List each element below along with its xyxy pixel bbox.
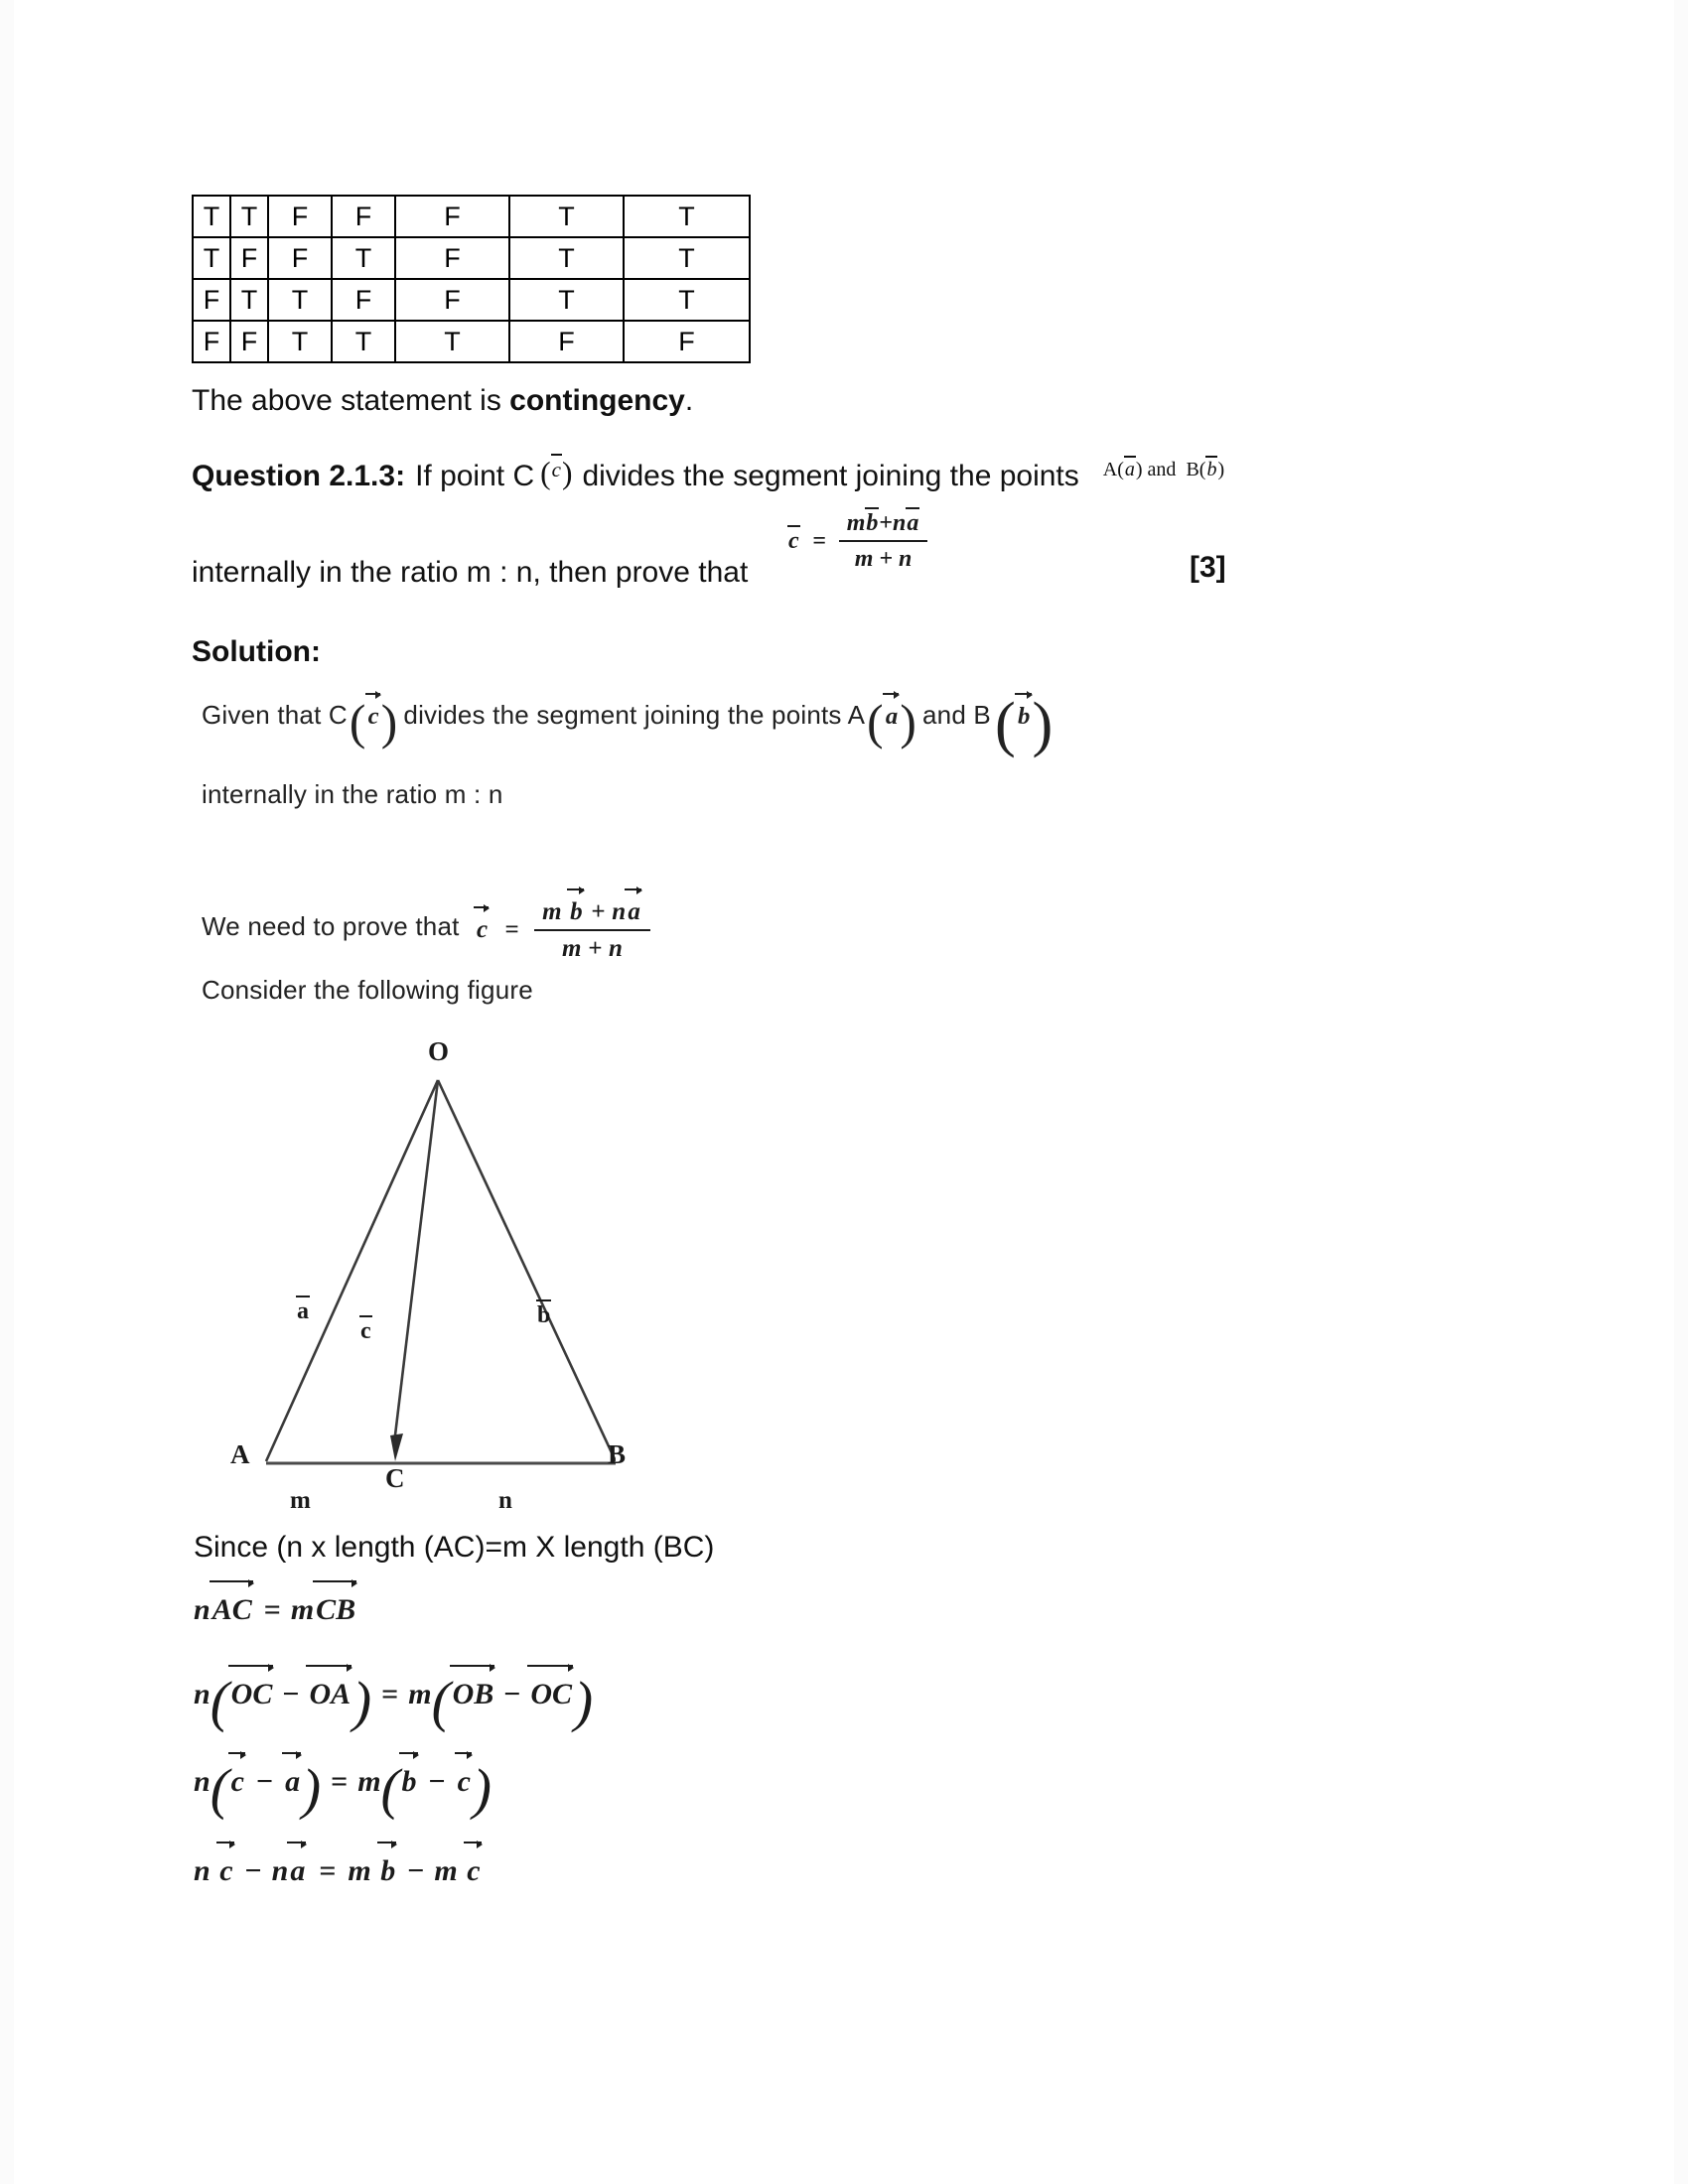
segment-OC [394,1080,438,1443]
paren-open: ( [994,689,1016,758]
num-a: a [907,510,919,536]
step2-lhs-v2: OA [309,1678,352,1710]
edge-label-OC [359,1318,372,1345]
solution-heading: Solution: [192,635,321,668]
page-edge-right [1674,0,1688,2184]
table-cell: T [230,196,268,237]
prove-numerator [534,898,650,931]
edge-label-OB [536,1302,551,1329]
paren-open: ( [349,694,366,750]
step3-lhs-v1: c [230,1765,244,1798]
question-line-2 [192,554,748,592]
formula-denominator: m + n [854,546,913,572]
question-text-3: internally in the ratio m : n, then prove that [192,556,749,589]
table-cell: F [395,237,509,279]
step3-equals: = [331,1765,349,1798]
conclusion-prefix: The above statement is [192,384,510,417]
segment-OA [266,1080,438,1461]
formula-lhs: c [788,527,799,554]
table-cell: T [268,321,332,362]
paren-open: ( [867,694,884,750]
table-cell: F [230,237,268,279]
paren-close: ) [1032,689,1054,758]
prove-line [202,898,650,963]
table-cell: T [509,279,624,321]
step4-minus-2: − [407,1854,425,1887]
step1-equals: = [263,1593,281,1626]
equation-step-3 [194,1758,492,1822]
vector-b: b [1017,703,1031,730]
step4-equals: = [319,1854,337,1887]
table-row [193,237,750,279]
step4-t4-coef: m [434,1854,458,1887]
question-label: Question 2.1.3: [192,460,406,492]
step4-t3-vector: b [380,1854,396,1887]
step4-t1-vector: c [219,1854,233,1887]
step3-lhs-v2: a [285,1765,301,1798]
edge-label-CB: n [498,1487,512,1514]
edge-label-OA [296,1298,310,1325]
step2-lhs-v1: OC [230,1678,273,1710]
conclusion-suffix: . [684,384,694,417]
table-cell: F [230,321,268,362]
table-cell: T [268,279,332,321]
given-line [202,689,1056,758]
table-cell: F [509,321,624,362]
table-cell: T [509,196,624,237]
table-cell: T [624,196,750,237]
edge-label-OB-text: b [537,1302,551,1328]
table-cell: F [268,196,332,237]
vertex-label-C: C [385,1463,405,1493]
step3-rhs-coef: m [357,1765,381,1798]
vertex-label-B: B [608,1439,627,1469]
prove-text: We need to prove that [202,911,460,942]
paren-close: ) [352,1671,372,1734]
table-cell: T [395,321,509,362]
point-a-vector: a [1124,459,1135,480]
paren-close: ) [574,1671,594,1734]
question-text-1: If point C [415,460,535,492]
vector-triangle-figure [149,1023,627,1514]
prove-lhs: c [477,916,489,944]
paren-open: ( [210,1758,229,1822]
vertex-label-O: O [428,1036,450,1066]
figure-caption: Consider the following figure [202,975,533,1005]
num-b: b [866,510,879,536]
step4-t3-coef: m [348,1854,371,1887]
segment-OB [438,1080,616,1461]
point-b-label: B( [1186,459,1206,480]
table-cell: T [193,237,230,279]
paren-open: ( [380,1758,400,1822]
step3-rhs-v1: b [401,1765,417,1798]
step3-rhs-v2: c [457,1765,471,1798]
equation-step-2 [194,1671,594,1734]
table-cell: F [193,279,230,321]
step1-lhs-coef: n [194,1593,211,1626]
given-part-2: divides the segment joining the points A [403,700,866,730]
page-edge-left [0,0,14,2184]
step3-lhs-coef: n [194,1765,211,1798]
table-row [193,196,750,237]
paren-open: ( [431,1671,451,1734]
question-formula [787,510,927,573]
point-a-label: A( [1102,459,1124,480]
given-part-1: Given that C [202,700,348,730]
vertex-label-A: A [230,1439,250,1469]
step2-minus-2: − [503,1678,521,1710]
table-cell: F [332,196,395,237]
question-marks: [3] [1190,551,1226,584]
paren-open: ( [540,455,551,490]
step4-minus-1: − [244,1854,262,1887]
step3-minus: − [256,1765,274,1798]
step1-rhs-coef: m [290,1593,315,1626]
num-b: b [570,898,583,925]
num-n: n [893,510,907,536]
question-text-2: divides the segment joining the points [582,460,1079,492]
table-cell: F [332,279,395,321]
vector-c: c [367,703,379,730]
paren-close: ) [380,694,398,750]
num-n: n [612,898,627,925]
vector-a: a [885,703,899,730]
ratio-line: internally in the ratio m : n [202,779,503,809]
given-part-3: and B [922,700,991,730]
table-cell: T [332,237,395,279]
point-b-close: ) [1217,459,1225,480]
table-cell: T [332,321,395,362]
question-line-1 [192,457,1224,495]
num-plus: + [879,510,894,536]
truth-table [192,195,751,363]
given-vec-a-group [867,694,917,750]
prove-formula [475,898,650,963]
since-line: Since (n x length (AC)=m X length (BC) [194,1531,715,1564]
num-m: m [542,898,562,925]
conclusion-emphasis: contingency [509,384,685,417]
paren-open: ( [210,1671,229,1734]
vector-c: c [551,458,561,481]
step2-rhs-v1: OB [452,1678,494,1710]
and-word: ) and [1135,459,1177,480]
arrowhead-OC [390,1433,403,1461]
step4-t4-vector: c [467,1854,481,1887]
triangle-svg [149,1023,616,1489]
table-cell: T [624,279,750,321]
equation-step-4 [194,1854,483,1888]
step2-rhs-coef: m [408,1678,432,1710]
table-cell: T [193,196,230,237]
paren-close: ) [302,1758,322,1822]
step2-lhs-coef: n [194,1678,211,1710]
question-vector-c-group [540,455,573,490]
table-cell: F [395,279,509,321]
given-vec-b-group [994,689,1054,758]
given-vec-c-group [349,694,398,750]
table-row [193,321,750,362]
step4-t2-coef: n [271,1854,289,1887]
table-cell: F [193,321,230,362]
question-points-note [1103,458,1224,482]
step4-t1-coef: n [194,1854,211,1887]
table-cell: T [509,237,624,279]
prove-fraction [534,898,650,963]
table-cell: F [395,196,509,237]
edge-label-AC: m [290,1487,311,1514]
prove-denominator: m + n [562,935,624,962]
num-plus: + [591,898,606,925]
prove-equals: = [504,916,519,944]
table-cell: T [230,279,268,321]
table-cell: F [624,321,750,362]
step2-minus: − [282,1678,300,1710]
step2-equals: = [381,1678,399,1710]
step4-t2-vector: a [290,1854,306,1887]
edge-label-OA-text: a [297,1298,309,1324]
formula-equals: = [812,527,827,554]
step2-rhs-v2: OC [530,1678,573,1710]
table-cell: T [624,237,750,279]
point-b-vector: b [1206,459,1217,480]
num-m: m [846,510,866,536]
num-a: a [628,898,641,925]
step1-rhs-vector: CB [316,1593,356,1626]
table-row [193,279,750,321]
step3-minus-2: − [428,1765,446,1798]
paren-close: ) [900,694,917,750]
equation-step-1 [194,1593,357,1627]
table-cell: F [268,237,332,279]
formula-fraction [839,510,928,573]
paren-close: ) [561,455,573,490]
conclusion-line [192,382,693,420]
formula-numerator [839,510,928,542]
step1-lhs-vector: AC [211,1593,252,1626]
paren-close: ) [472,1758,492,1822]
edge-label-OC-text: c [360,1318,371,1344]
